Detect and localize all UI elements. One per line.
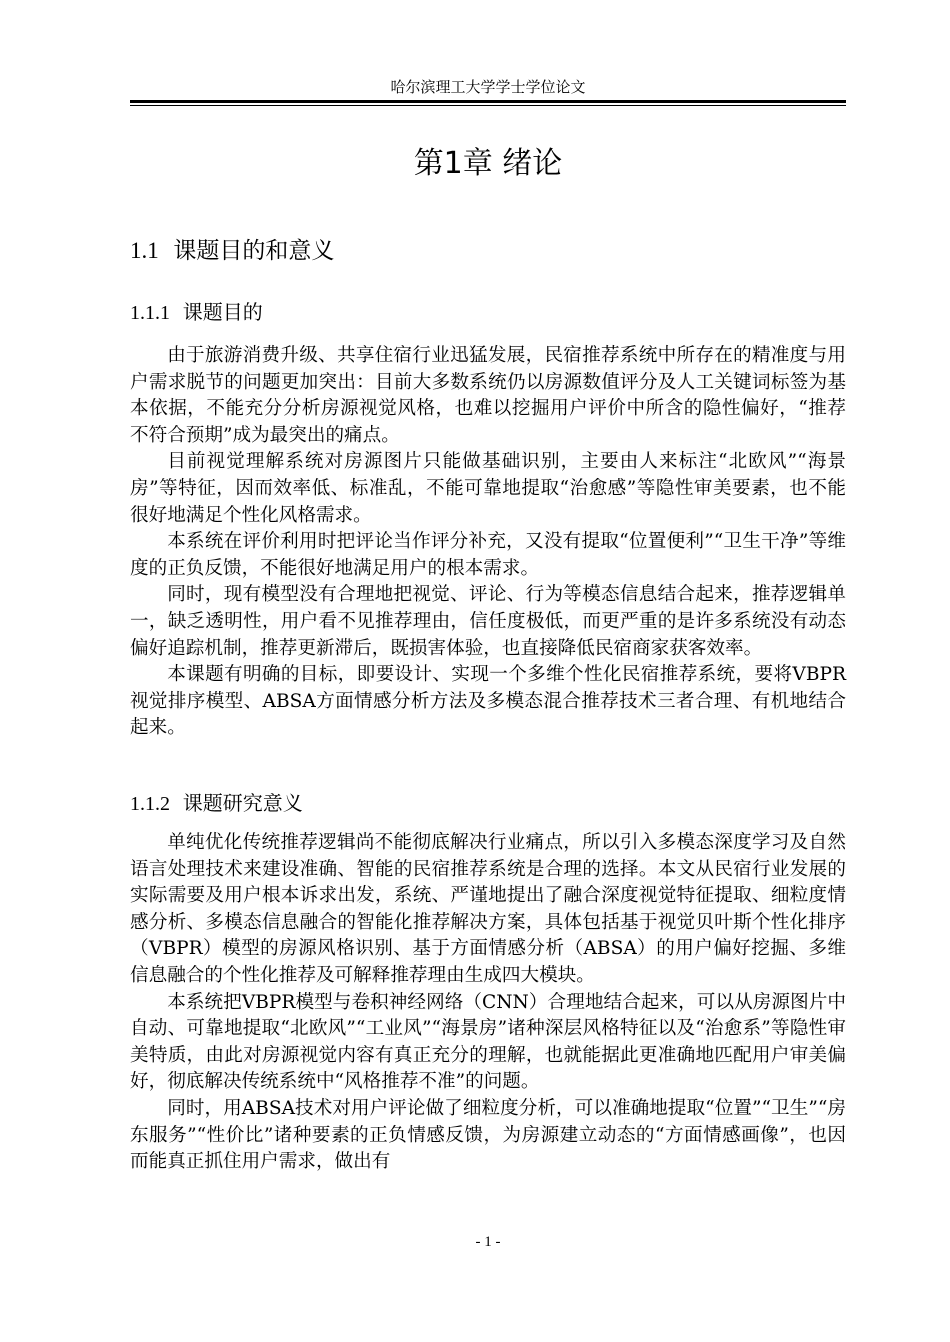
paragraph: 同时，用ABSA技术对用户评论做了细粒度分析，可以准确地提取“位置”“卫生”“房东服务”“性价比”诸种要素的正负情感反馈，为房源建立动态的“方面情感画像”，也因而能真正抓住用户需求，做出有 <box>130 1097 846 1173</box>
running-header: 哈尔滨理工大学学士学位论文 <box>390 80 586 96</box>
header-rule-thick <box>130 100 846 103</box>
section-1-1-1-body <box>130 343 846 742</box>
paragraph: 本系统在评价利用时把评论当作评分补充，又没有提取“位置便利”“卫生干净”等维度的正负反馈，不能很好地满足用户的根本需求。 <box>130 531 846 579</box>
section-heading-1-1 <box>130 234 334 268</box>
section-number: 1.1 <box>130 238 159 263</box>
subsection-heading-1-1-2 <box>130 788 303 819</box>
subsection-title: 课题目的 <box>182 300 263 324</box>
paragraph: 本课题有明确的目标，即要设计、实现一个多维个性化民宿推荐系统，要将VBPR视觉排序模型、ABSA方面情感分析方法及多模态混合推荐技术三者合理、有机地结合起来。 <box>130 664 846 739</box>
paragraph: 同时，现有模型没有合理地把视觉、评论、行为等模态信息结合起来，推荐逻辑单一，缺乏透明性，用户看不见推荐理由，信任度极低，而更严重的是许多系统没有动态偏好追踪机制，推荐更新滞后，既损害体验，也直接降低民宿商家获客效率。 <box>130 584 846 659</box>
paragraph: 本系统把VBPR模型与卷积神经网络（CNN）合理地结合起来，可以从房源图片中自动、可靠地提取“北欧风”“工业风”“海景房”诸种深层风格特征以及“治愈系”等隐性审美特质，由此对房源视觉内容有真正充分的理解，也就能据此更准确地匹配用户审美偏好，彻底解决传统系统中“风格推荐不准”的问题。 <box>130 991 846 1093</box>
chapter-title: 第1章 绪论 <box>413 146 563 181</box>
paragraph: 目前视觉理解系统对房源图片只能做基础识别，主要由人来标注“北欧风”“海景房”等特征，因而效率低、标准乱，不能可靠地提取“治愈感”等隐性审美要素，也不能很好地满足个性化风格需求。 <box>130 451 846 526</box>
paragraph: 由于旅游消费升级、共享住宿行业迅猛发展，民宿推荐系统中所存在的精准度与用户需求脱节的问题更加突出：目前大多数系统仍以房源数值评分及人工关键词标签为基本依据，不能充分分析房源视觉风格，也难以挖掘用户评价中所含的隐性偏好，“推荐不符合预期”成为最突出的痛点。 <box>130 345 846 446</box>
section-1-1-2-body <box>130 830 846 1176</box>
subsection-number: 1.1.1 <box>130 302 170 324</box>
paragraph: 单纯优化传统推荐逻辑尚不能彻底解决行业痛点，所以引入多模态深度学习及自然语言处理技术来建设准确、智能的民宿推荐系统是合理的选择。本文从民宿行业发展的实际需要及用户根本诉求出发，系统、严谨地提出了融合深度视觉特征提取、细粒度情感分析、多模态信息融合的智能化推荐解决方案，具体包括基于视觉贝叶斯个性化排序（VBPR）模型的房源风格识别、基于方面情感分析（ABSA）的用户偏好挖掘、多维信息融合的个性化推荐及可解释推荐理由生成四大模块。 <box>130 832 846 986</box>
subsection-heading-1-1-1 <box>130 297 263 328</box>
subsection-number: 1.1.2 <box>130 793 170 815</box>
section-title: 课题目的和意义 <box>173 238 335 264</box>
subsection-title: 课题研究意义 <box>182 791 303 815</box>
header-rule-thin <box>130 105 846 106</box>
page-number: - 1 - <box>475 1234 501 1250</box>
